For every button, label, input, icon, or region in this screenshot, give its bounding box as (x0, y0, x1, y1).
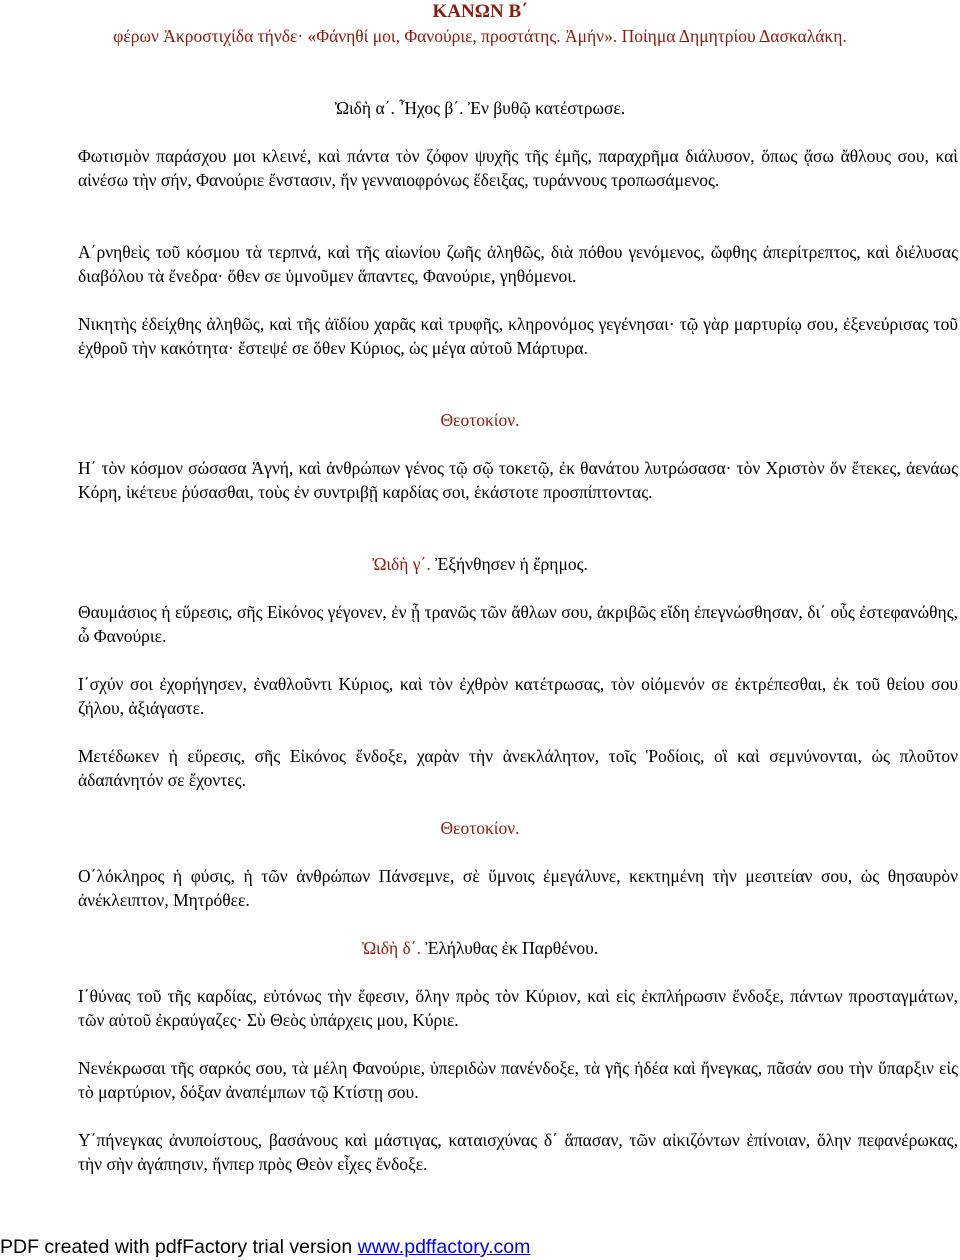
ode1-troparion-2: Α΄ρνηθεὶς τοῦ κόσμου τὰ τερπνά, καὶ τῆς αἰωνίου ζωῆς ἀληθῶς, διὰ πόθου γενόμενος, ὤφθης ἀπερίτρεπτος, καὶ διέλυσας διαβόλου τὰ ἔνεδρα· ὅθεν σε ὑμνοῦμεν ἅπαντες, Φανούριε, γηθόμενοι. (78, 242, 958, 286)
pdf-footer (0, 1235, 530, 1259)
ode4-number: Ὠιδὴ δ΄. (361, 938, 421, 958)
footer-text: PDF created with pdfFactory trial version (0, 1236, 358, 1258)
ode3-troparion-3: Μετέδωκεν ἡ εὕρεσις, σῆς Εἰκόνος ἔνδοξε, χαρὰν τὴν ἀνεκλάλητον, τοῖς Ῥοδίοις, οἳ καὶ σεμνύνονται, ὡς πλοῦτον ἀδαπάνητόν σε ἔχοντες. (78, 746, 958, 790)
ode3-troparion-1: Θαυμάσιος ἡ εὕρεσις, σῆς Εἰκόνος γέγονεν, ἐν ᾗ τρανῶς τῶν ἄθλων σου, ἀκριβῶς εἴδη ἐπεγνώσθησαν, δι΄ οὗς ἐστεφανώθης, ὦ Φανούριε. (78, 602, 958, 646)
ode1-troparion-1: Φωτισμὸν παράσχου μοι κλεινέ, καὶ πάντα τὸν ζόφον ψυχῆς τῆς ἐμῆς, παραχρῆμα διάλυσον, ὅπως ᾄσω ἄθλους σου, καὶ αἰνέσω τὴν σήν, Φανούριε ἔνστασιν, ἥν γενναιοφρόνως ἔδειξας, τυράννους τροπωσάμενος. (78, 146, 958, 190)
ode3-irmos: Ἐξήνθησεν ἡ ἔρημος. (430, 554, 588, 574)
ode3-heading (0, 552, 960, 576)
ode1-troparion-3: Νικητὴς ἐδείχθης ἀληθῶς, καὶ τῆς ἀϊδίου χαρᾶς καὶ τρυφῆς, κληρονόμος γεγένησαι· τῷ γὰρ μαρτυρίῳ σου, ἐξενεύρισας τοῦ ἐχθροῦ τὴν κακότητα· ἔστεψέ σε ὅθεν Κύριος, ὡς μέγα αὐτοῦ Μάρτυρα. (78, 314, 958, 358)
canon-subtitle: φέρων Ἀκροστιχίδα τήνδε· «Φάνηθί μοι, Φανούριε, προστάτης. Ἀμήν». Ποίημα Δημητρίου Δασκαλάκη. (113, 26, 847, 46)
ode4-troparion-1: Ι΄θύνας τοῦ τῆς καρδίας, εὐτόνως τὴν ἔφεσιν, ὅλην πρὸς τὸν Κύριον, καὶ εἰς ἐκπλήρωσιν ἔνδοξε, πάντων προσταγμάτων, τῶν αὐτοῦ ἐκραύγαζες· Σὺ Θεὸς ὑπάρχεις μου, Κύριε. (78, 986, 958, 1030)
ode4-troparion-2: Νενέκρωσαι τῆς σαρκός σου, τὰ μέλη Φανούριε, ὑπεριδὼν πανένδοξε, τὰ γῆς ἡδέα καὶ ἤνεγκας, πᾶσάν σου τὴν ὕπαρξιν εἰς τὸ μαρτύριον, δόξαν ἀναπέμπων τῷ Κτίστῃ σου. (78, 1058, 958, 1102)
canon-title: ΚΑΝΩΝ Β΄ (432, 1, 528, 22)
ode4-heading (0, 936, 960, 960)
ode1-heading: Ὠιδὴ α΄. Ἦχος β΄. Ἐν βυθῷ κατέστρωσε. (334, 98, 626, 118)
ode3-theotokion: Ο΄λόκληρος ἡ φύσις, ἡ τῶν ἀνθρώπων Πάνσεμνε, σὲ ὕμνοις ἐμεγάλυνε, κεκτημένη τὴν μεσιτείαν σου, ὡς θησαυρὸν ἀνέκλειπτον, Μητρόθεε. (78, 866, 958, 910)
ode4-troparion-3: Υ΄πήνεγκας ἀνυποίστους, βασάνους καὶ μάστιγας, καταισχύνας δ΄ ἅπασαν, τῶν αἰκιζόντων ἐπίνοιαν, ὅλην πεφανέρωκας, τὴν σὴν ἀγάπησιν, ἥνπερ πρὸς Θεὸν εἶχες ἔνδοξε. (78, 1130, 958, 1174)
theotokion-label-2: Θεοτοκίον. (440, 818, 520, 838)
ode3-number: Ὠιδὴ γ΄. (372, 554, 431, 574)
footer-link[interactable]: www.pdffactory.com (357, 1236, 531, 1258)
ode4-irmos: Ἐλήλυθας ἐκ Παρθένου. (420, 938, 599, 958)
ode3-troparion-2: Ι΄σχύν σοι ἐχορήγησεν, ἐναθλοῦντι Κύριος, καὶ τὸν ἐχθρὸν κατέτρωσας, τὸν οἰόμενόν σε ἐκτρέπεσθαι, ἐκ τοῦ θείου σου ζήλου, ἀξιάγαστε. (78, 674, 958, 718)
theotokion-label-1: Θεοτοκίον. (440, 410, 520, 430)
ode1-theotokion: Η΄ τὸν κόσμον σώσασα Ἁγνή, καὶ ἀνθρώπων γένος τῷ σῷ τοκετῷ, ἐκ θανάτου λυτρώσασα· τὸν Χριστὸν ὅν ἔτεκες, ἀενάως Κόρη, ἱκέτευε ῥύσασθαι, τοὺς ἐν συντριβῇ καρδίας σοι, ἑκάστοτε προσπίπτοντας. (78, 458, 958, 502)
